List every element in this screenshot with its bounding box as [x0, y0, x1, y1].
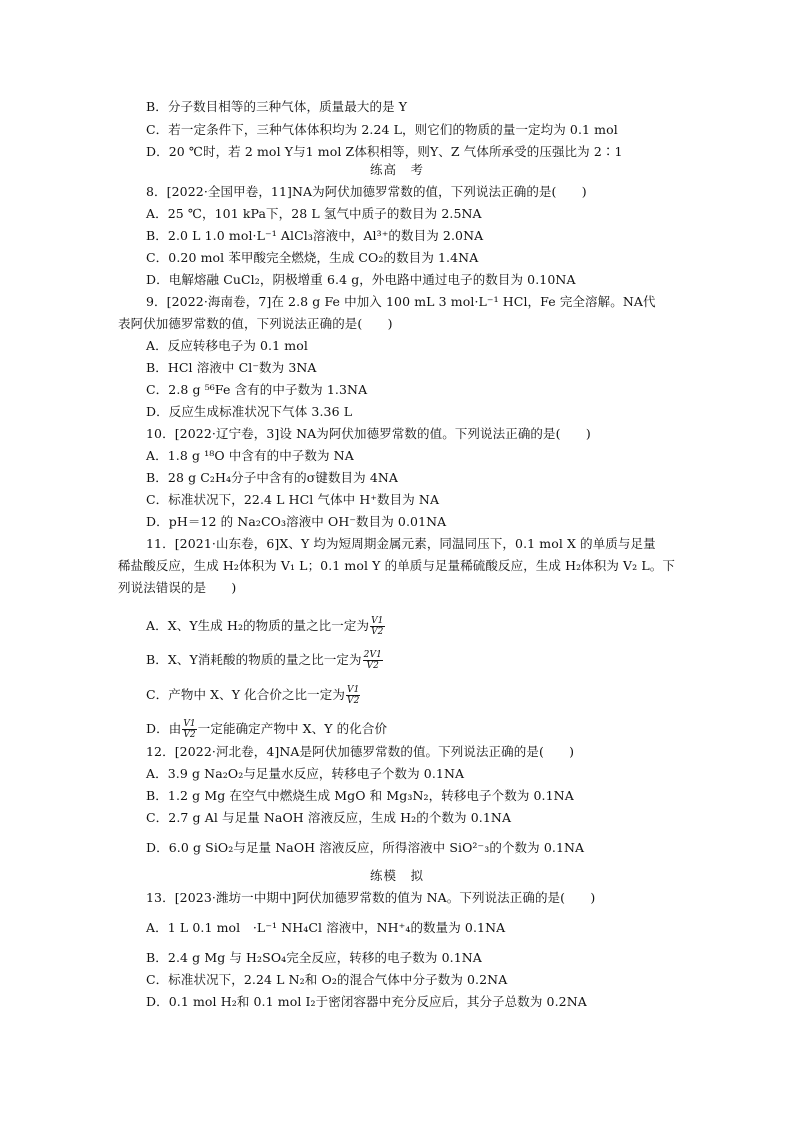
q10-option-c: C．标准状况下，22.4 L HCl 气体中 H⁺数目为 NA: [146, 492, 440, 507]
q13-option-c: C．标准状况下，2.24 L N₂和 O₂的混合气体中分子数为 0.2NA: [146, 972, 508, 987]
q7-option-b: B．分子数目相等的三种气体，质量最大的是 Y: [146, 99, 408, 114]
q10-option-b: B．28 g C₂H₄分子中含有的σ键数目为 4NA: [146, 470, 399, 485]
fraction-v1-v2: [370, 616, 384, 637]
fraction-v1-v2: [182, 719, 196, 740]
q9-option-a: A．反应转移电子为 0.1 mol: [146, 338, 308, 353]
q11-option-c-text: C．产物中 X、Y 化合价之比一定为: [146, 687, 345, 702]
q8-option-a: A．25 ℃，101 kPa下，28 L 氢气中质子的数目为 2.5NA: [146, 206, 482, 221]
fraction-denominator: V2: [346, 696, 360, 706]
fraction-denominator: V2: [183, 730, 196, 740]
q11-option-b: [146, 650, 384, 671]
fraction-2v1-v2: [363, 650, 383, 671]
q8-option-b: B．2.0 L 1.0 mol·L⁻¹ AlCl₃溶液中，Al³⁺的数目为 2.0NA: [146, 228, 484, 243]
q11-stem-cont: 稀盐酸反应，生成 H₂体积为 V₁ L；0.1 mol Y 的单质与足量稀硫酸反应，生成 H₂体积为 V₂ L。下: [118, 558, 675, 573]
q11-option-b-text: B．X、Y消耗酸的物质的量之比一定为: [146, 652, 362, 667]
q9-option-c: C．2.8 g ⁵⁶Fe 含有的中子数为 1.3NA: [146, 382, 368, 397]
fraction-denominator: V2: [371, 627, 384, 637]
q11-stem: 11．[2021·山东卷，6]X、Y 均为短周期金属元素，同温同压下，0.1 mol X 的单质与足量: [146, 536, 656, 551]
fraction-numerator: V1: [346, 685, 360, 695]
fraction-numerator: V1: [183, 719, 196, 729]
fraction-denominator: V2: [366, 661, 379, 671]
q12-option-b: B．1.2 g Mg 在空气中燃烧生成 MgO 和 Mg₃N₂，转移电子个数为 0.1NA: [146, 788, 574, 803]
q9-stem-cont: 表阿伏加德罗常数的值，下列说法正确的是( ): [118, 316, 393, 331]
q12-option-d: D．6.0 g SiO₂与足量 NaOH 溶液反应，所得溶液中 SiO²⁻₃的个数为 0.1NA: [146, 840, 585, 855]
q13-option-b: B．2.4 g Mg 与 H₂SO₄完全反应，转移的电子数为 0.1NA: [146, 950, 482, 965]
q12-option-a: A．3.9 g Na₂O₂与足量水反应，转移电子个数为 0.1NA: [146, 766, 465, 781]
q9-option-d: D．反应生成标准状况下气体 3.36 L: [146, 404, 353, 419]
q13-option-d: D．0.1 mol H₂和 0.1 mol I₂于密闭容器中充分反应后，其分子总数为 0.2NA: [146, 994, 587, 1009]
q11-stem-cont2: 列说法错误的是 ): [118, 580, 237, 595]
q11-option-a: [146, 616, 386, 637]
q11-option-d: [146, 719, 387, 740]
q8-option-c: C．0.20 mol 苯甲酸完全燃烧，生成 CO₂的数目为 1.4NA: [146, 250, 479, 265]
q12-stem: 12．[2022·河北卷，4]NA是阿伏加德罗常数的值。下列说法正确的是( ): [146, 744, 575, 759]
section-heading-moni: 练模 拟: [369, 868, 424, 883]
q9-stem: 9．[2022·海南卷，7]在 2.8 g Fe 中加入 100 mL 3 mol·L⁻¹ HCl，Fe 完全溶解。NA代: [146, 294, 656, 309]
q8-stem: 8．[2022·全国甲卷，11]NA为阿伏加德罗常数的值，下列说法正确的是( ): [146, 184, 587, 199]
q10-option-a: A．1.8 g ¹⁸O 中含有的中子数为 NA: [146, 448, 354, 463]
fraction-numerator: 2V1: [363, 650, 382, 660]
section-heading-gaokao: 练高 考: [369, 162, 424, 177]
q11-option-a-text: A．X、Y生成 H₂的物质的量之比一定为: [146, 618, 370, 633]
q10-option-d: D．pH＝12 的 Na₂CO₃溶液中 OH⁻数目为 0.01NA: [146, 514, 447, 529]
q7-option-d: D．20 ℃时，若 2 mol Y与1 mol Z体积相等，则Y、Z 气体所承受的压强比为 2∶1: [146, 144, 623, 159]
q13-option-a: A．1 L 0.1 mol ·L⁻¹ NH₄Cl 溶液中，NH⁺₄的数量为 0.1NA: [146, 920, 506, 935]
q11-option-d-text: D．由: [146, 721, 182, 736]
q9-option-b: B．HCl 溶液中 Cl⁻数为 3NA: [146, 360, 317, 375]
q11-option-d-text-end: 一定能确定产物中 X、Y 的化合价: [197, 721, 388, 736]
q13-stem: 13．[2023·潍坊一中期中]阿伏加德罗常数的值为 NA。下列说法正确的是( ): [146, 890, 596, 905]
q7-option-c: C．若一定条件下，三种气体体积均为 2.24 L，则它们的物质的量一定均为 0.1 mol: [146, 122, 618, 137]
q12-option-c: C．2.7 g Al 与足量 NaOH 溶液反应，生成 H₂的个数为 0.1NA: [146, 810, 512, 825]
fraction-v1-v2: [346, 685, 360, 706]
q11-option-c: [146, 685, 361, 706]
q10-stem: 10．[2022·辽宁卷，3]设 NA为阿伏加德罗常数的值。下列说法正确的是( ): [146, 426, 591, 441]
fraction-numerator: V1: [371, 616, 384, 626]
q8-option-d: D．电解熔融 CuCl₂，阴极增重 6.4 g，外电路中通过电子的数目为 0.10NA: [146, 272, 576, 287]
